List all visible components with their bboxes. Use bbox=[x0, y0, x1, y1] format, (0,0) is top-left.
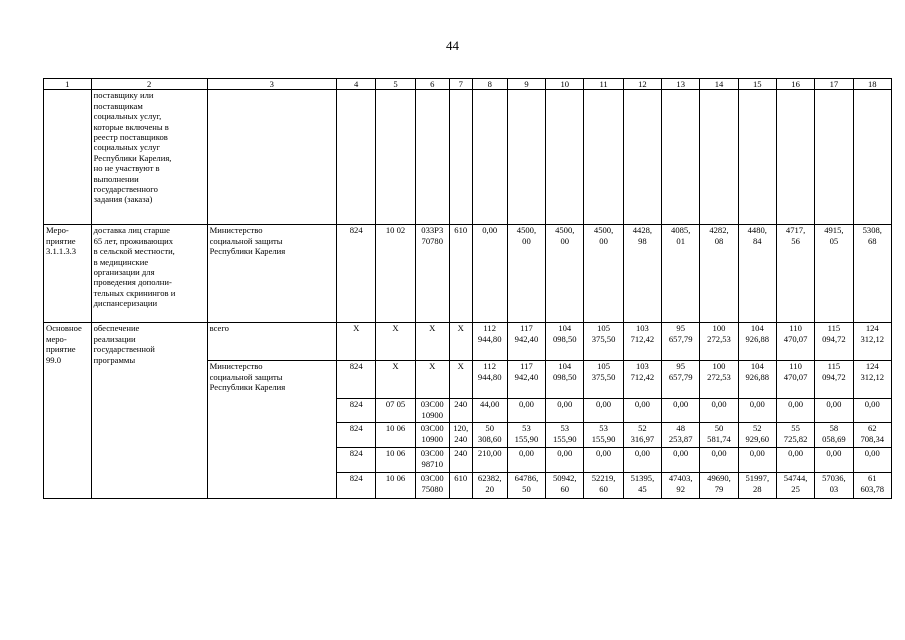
value-cell: 0,00 bbox=[507, 399, 545, 423]
value-cell: 4500, 00 bbox=[546, 225, 584, 323]
value-cell: 57036, 03 bbox=[815, 473, 853, 499]
value-cell: 50942, 60 bbox=[546, 473, 584, 499]
value-cell: 104 926,88 bbox=[738, 323, 776, 361]
grbs-code: 824 bbox=[337, 225, 376, 323]
value-cell: 95 657,79 bbox=[662, 361, 700, 399]
value-cell: 117 942,40 bbox=[507, 323, 545, 361]
header-cell: 8 bbox=[472, 79, 507, 90]
value-cell: 61 603,78 bbox=[853, 473, 891, 499]
value-cell: 0,00 bbox=[700, 448, 738, 473]
value-cell: 0,00 bbox=[815, 399, 853, 423]
responsible-executor: Министерство социальной защиты Республики Карелия bbox=[207, 225, 336, 323]
value-cell: 110 470,07 bbox=[776, 323, 814, 361]
expense-type-code: 120, 240 bbox=[449, 423, 472, 448]
value-cell: 115 094,72 bbox=[815, 323, 853, 361]
header-cell: 16 bbox=[776, 79, 814, 90]
value-cell: 55 725,82 bbox=[776, 423, 814, 448]
value-cell: 47403, 92 bbox=[662, 473, 700, 499]
value-cell: 51395, 45 bbox=[623, 473, 661, 499]
table-cell bbox=[776, 90, 814, 225]
expense-type-code: X bbox=[449, 361, 472, 399]
target-article-code: 03С00 10900 bbox=[415, 399, 449, 423]
table-cell bbox=[376, 90, 415, 225]
value-cell: 0,00 bbox=[623, 448, 661, 473]
table-cell bbox=[507, 90, 545, 225]
table-cell bbox=[623, 90, 661, 225]
value-cell: 103 712,42 bbox=[623, 323, 661, 361]
header-cell: 3 bbox=[207, 79, 336, 90]
value-cell: 0,00 bbox=[623, 399, 661, 423]
value-cell: 5308, 68 bbox=[853, 225, 891, 323]
header-cell: 7 bbox=[449, 79, 472, 90]
value-cell: 4915, 05 bbox=[815, 225, 853, 323]
measure-description: обеспечение реализации государственной программы bbox=[91, 323, 207, 499]
value-cell: 103 712,42 bbox=[623, 361, 661, 399]
expense-type-code: 610 bbox=[449, 225, 472, 323]
value-cell: 105 375,50 bbox=[584, 361, 623, 399]
section-code: 10 06 bbox=[376, 423, 415, 448]
table-cell bbox=[584, 90, 623, 225]
table-cell bbox=[700, 90, 738, 225]
section-code: X bbox=[376, 361, 415, 399]
value-cell: 54744, 25 bbox=[776, 473, 814, 499]
value-cell: 64786, 50 bbox=[507, 473, 545, 499]
table-cell bbox=[853, 90, 891, 225]
grbs-code: X bbox=[337, 323, 376, 361]
value-cell: 0,00 bbox=[738, 448, 776, 473]
value-cell: 48 253,87 bbox=[662, 423, 700, 448]
table-cell bbox=[738, 90, 776, 225]
grbs-code: 824 bbox=[337, 473, 376, 499]
target-article-code: 033Р3 70780 bbox=[415, 225, 449, 323]
value-cell: 53 155,90 bbox=[584, 423, 623, 448]
value-cell: 105 375,50 bbox=[584, 323, 623, 361]
value-cell: 4085, 01 bbox=[662, 225, 700, 323]
value-cell: 62 708,34 bbox=[853, 423, 891, 448]
value-cell: 53 155,90 bbox=[507, 423, 545, 448]
value-cell: 104 098,50 bbox=[546, 323, 584, 361]
value-cell: 117 942,40 bbox=[507, 361, 545, 399]
header-cell: 4 bbox=[337, 79, 376, 90]
value-cell: 50 308,60 bbox=[472, 423, 507, 448]
value-cell: 0,00 bbox=[776, 399, 814, 423]
value-cell: 110 470,07 bbox=[776, 361, 814, 399]
value-cell: 0,00 bbox=[662, 448, 700, 473]
value-cell: 0,00 bbox=[546, 448, 584, 473]
measure-code: Меро- приятие 3.1.1.3.3 bbox=[44, 225, 92, 323]
table-cell bbox=[207, 90, 336, 225]
table-cell bbox=[44, 90, 92, 225]
value-cell: 0,00 bbox=[776, 448, 814, 473]
table-header-row bbox=[44, 79, 892, 90]
section-code: 10 06 bbox=[376, 448, 415, 473]
value-cell: 0,00 bbox=[853, 399, 891, 423]
value-cell: 0,00 bbox=[584, 448, 623, 473]
expense-type-code: 240 bbox=[449, 448, 472, 473]
table-cell bbox=[337, 90, 376, 225]
value-cell: 0,00 bbox=[853, 448, 891, 473]
header-cell: 1 bbox=[44, 79, 92, 90]
header-cell: 9 bbox=[507, 79, 545, 90]
header-cell: 13 bbox=[662, 79, 700, 90]
section-code: 07 05 bbox=[376, 399, 415, 423]
header-cell: 15 bbox=[738, 79, 776, 90]
target-article-code: X bbox=[415, 361, 449, 399]
value-cell: 4480, 84 bbox=[738, 225, 776, 323]
value-cell: 0,00 bbox=[507, 448, 545, 473]
value-cell: 51997, 28 bbox=[738, 473, 776, 499]
value-cell: 104 926,88 bbox=[738, 361, 776, 399]
header-cell: 18 bbox=[853, 79, 891, 90]
expense-type-code: X bbox=[449, 323, 472, 361]
responsible-executor: Министерство социальной защиты Республики Карелия bbox=[207, 361, 336, 499]
table-row bbox=[44, 90, 892, 225]
value-cell: 0,00 bbox=[472, 225, 507, 323]
header-cell: 6 bbox=[415, 79, 449, 90]
value-cell: 0,00 bbox=[815, 448, 853, 473]
value-cell: 0,00 bbox=[546, 399, 584, 423]
value-cell: 50 581,74 bbox=[700, 423, 738, 448]
budget-table bbox=[43, 78, 892, 499]
value-cell: 115 094,72 bbox=[815, 361, 853, 399]
value-cell: 4500, 00 bbox=[507, 225, 545, 323]
value-cell: 4282, 08 bbox=[700, 225, 738, 323]
table-cell bbox=[546, 90, 584, 225]
value-cell: 124 312,12 bbox=[853, 323, 891, 361]
target-article-code: 03С00 10900 bbox=[415, 423, 449, 448]
measure-description: поставщику или поставщикам социальных услуг, которые включены в реестр поставщиков социальных услуг Республики Карелия, но не участвуют в выполнении государственного задания (заказа) bbox=[91, 90, 207, 225]
grbs-code: 824 bbox=[337, 361, 376, 399]
measure-code: Основное меро- приятие 99.0 bbox=[44, 323, 92, 499]
section-code: 10 02 bbox=[376, 225, 415, 323]
table-row bbox=[44, 323, 892, 361]
header-cell: 11 bbox=[584, 79, 623, 90]
value-cell: 53 155,90 bbox=[546, 423, 584, 448]
header-cell: 2 bbox=[91, 79, 207, 90]
measure-description: доставка лиц старше 65 лет, проживающих в сельской местности, в медицинские организации для проведения дополни- тельных скринингов и диспансеризации bbox=[91, 225, 207, 323]
page-number: 44 bbox=[446, 38, 459, 53]
value-cell: 0,00 bbox=[662, 399, 700, 423]
value-cell: 0,00 bbox=[700, 399, 738, 423]
expense-type-code: 610 bbox=[449, 473, 472, 499]
value-cell: 124 312,12 bbox=[853, 361, 891, 399]
section-code: X bbox=[376, 323, 415, 361]
value-cell: 95 657,79 bbox=[662, 323, 700, 361]
table-cell bbox=[449, 90, 472, 225]
header-cell: 14 bbox=[700, 79, 738, 90]
grbs-code: 824 bbox=[337, 448, 376, 473]
table-cell bbox=[415, 90, 449, 225]
table-row bbox=[44, 225, 892, 323]
table-cell bbox=[472, 90, 507, 225]
value-cell: 112 944,80 bbox=[472, 323, 507, 361]
value-cell: 0,00 bbox=[738, 399, 776, 423]
header-cell: 12 bbox=[623, 79, 661, 90]
value-cell: 4717, 56 bbox=[776, 225, 814, 323]
section-code: 10 06 bbox=[376, 473, 415, 499]
value-cell: 52 316,97 bbox=[623, 423, 661, 448]
value-cell: 104 098,50 bbox=[546, 361, 584, 399]
header-cell: 5 bbox=[376, 79, 415, 90]
value-cell: 100 272,53 bbox=[700, 361, 738, 399]
value-cell: 210,00 bbox=[472, 448, 507, 473]
table-cell bbox=[815, 90, 853, 225]
expense-type-code: 240 bbox=[449, 399, 472, 423]
grbs-code: 824 bbox=[337, 399, 376, 423]
target-article-code: X bbox=[415, 323, 449, 361]
value-cell: 58 058,69 bbox=[815, 423, 853, 448]
grbs-code: 824 bbox=[337, 423, 376, 448]
responsible-executor: всего bbox=[207, 323, 336, 361]
value-cell: 4500, 00 bbox=[584, 225, 623, 323]
value-cell: 44,00 bbox=[472, 399, 507, 423]
table-cell bbox=[662, 90, 700, 225]
value-cell: 4428, 98 bbox=[623, 225, 661, 323]
value-cell: 52219, 60 bbox=[584, 473, 623, 499]
value-cell: 62382, 20 bbox=[472, 473, 507, 499]
value-cell: 52 929,60 bbox=[738, 423, 776, 448]
value-cell: 49690, 79 bbox=[700, 473, 738, 499]
target-article-code: 03С00 98710 bbox=[415, 448, 449, 473]
value-cell: 112 944,80 bbox=[472, 361, 507, 399]
header-cell: 17 bbox=[815, 79, 853, 90]
target-article-code: 03С00 75080 bbox=[415, 473, 449, 499]
header-cell: 10 bbox=[546, 79, 584, 90]
value-cell: 100 272,53 bbox=[700, 323, 738, 361]
value-cell: 0,00 bbox=[584, 399, 623, 423]
